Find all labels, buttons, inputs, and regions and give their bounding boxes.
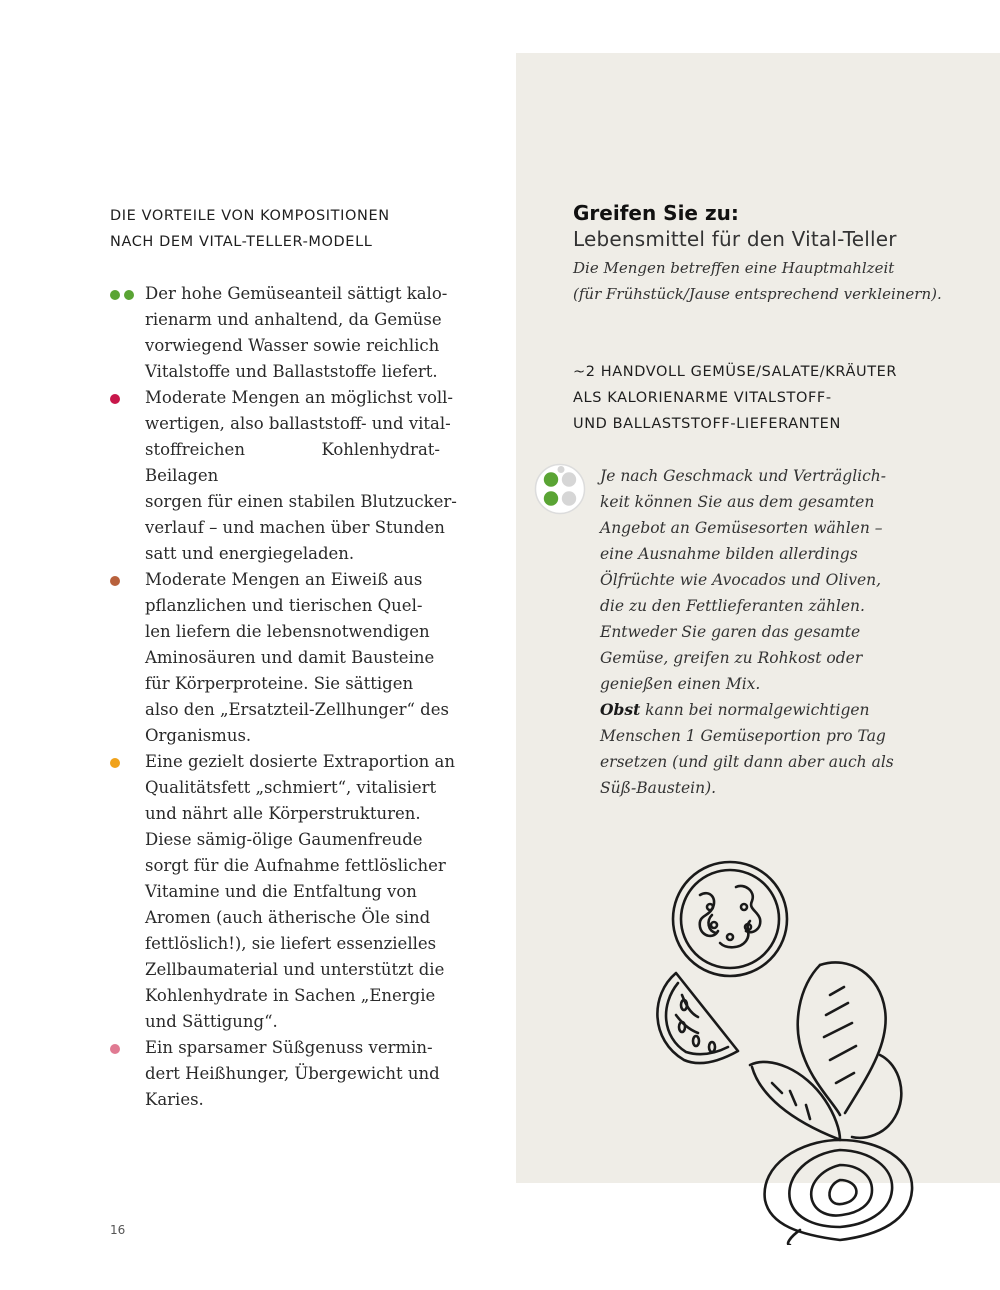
- text-line: also den „Ersatzteil-Zellhunger“ des: [145, 700, 449, 719]
- text-line: stoffreichen Kohlenhydrat-Beilagen: [145, 440, 440, 485]
- portion-heading-line: UND BALLASTSTOFF-LIEFERANTEN: [573, 416, 841, 432]
- portion-heading: [573, 359, 973, 437]
- bullet-dots: [110, 394, 120, 404]
- fruit-keyword: Obst: [600, 700, 641, 719]
- section-heading: [110, 203, 510, 255]
- text-line: Eine gezielt dosierte Extraportion an: [145, 752, 455, 771]
- text-line: Organismus.: [145, 726, 252, 745]
- text-line: pflanzlichen und tierischen Quel-: [145, 596, 423, 615]
- text-line: Entweder Sie garen das gesamte: [600, 623, 861, 641]
- text-line: für Körperproteine. Sie sättigen: [145, 674, 414, 693]
- text-line: Je nach Geschmack und Verträglich-: [600, 467, 887, 485]
- sidebar-subtitle: Lebensmittel für den Vital-Teller: [573, 227, 897, 251]
- text-line: eine Ausnahme bilden allerdings: [600, 545, 858, 563]
- text-line: und nährt alle Körperstrukturen.: [145, 804, 421, 823]
- bullet-dots: [110, 576, 120, 586]
- bullet-dots: [110, 290, 134, 300]
- page-number: 16: [110, 1223, 126, 1237]
- benefits-list: [110, 281, 457, 1113]
- text-line: Moderate Mengen an Eiweiß aus: [145, 570, 423, 589]
- green-dot-icon: [124, 290, 134, 300]
- yellow-dot-icon: [110, 758, 120, 768]
- section-heading-line: DIE VORTEILE VON KOMPOSITIONEN: [110, 208, 390, 224]
- text-line: Karies.: [145, 1090, 204, 1109]
- fruit-line-rest: kann bei normalgewichtigen: [640, 701, 870, 719]
- text-line: sorgt für die Aufnahme fettlöslicher: [145, 856, 446, 875]
- text-line: Der hohe Gemüseanteil sättigt kalo-: [145, 284, 448, 303]
- list-item: [110, 749, 455, 1035]
- sidebar-note: [573, 255, 973, 307]
- text-line: dert Heißhunger, Übergewicht und: [145, 1064, 440, 1083]
- bullet-text: [145, 385, 457, 567]
- text-line: Diese sämig-ölige Gaumenfreude: [145, 830, 423, 849]
- text-line: sorgen für einen stabilen Blutzucker-: [145, 492, 457, 511]
- portion-heading-line: ~2 HANDVOLL GEMÜSE/SALATE/KRÄUTER: [573, 364, 898, 380]
- text-line: ersetzen (und gilt dann aber auch als: [600, 753, 894, 771]
- text-line: Aminosäuren und damit Bausteine: [145, 648, 435, 667]
- text-line: Die Mengen betreffen eine Hauptmahlzeit: [573, 259, 895, 277]
- text-line: fettlöslich!), sie liefert essenzielles: [145, 934, 437, 953]
- text-line: len liefern die lebensnotwendigen: [145, 622, 430, 641]
- red-dot-icon: [110, 394, 120, 404]
- text-line: Vitalstoffe und Ballaststoffe liefert.: [145, 362, 438, 381]
- text-line: vorwiegend Wasser sowie reichlich: [145, 336, 440, 355]
- text-line: genießen einen Mix.: [600, 675, 761, 693]
- text-line: Süß-Baustein).: [600, 779, 717, 797]
- text-line: Aromen (auch ätherische Öle sind: [145, 908, 431, 927]
- list-item: [110, 1035, 440, 1113]
- text-line: Moderate Mengen an möglichst voll-: [145, 388, 454, 407]
- fruit-line: [600, 697, 980, 723]
- text-line: wertigen, also ballaststoff- und vital-: [145, 414, 451, 433]
- text-line: Ölfrüchte wie Avocados und Oliven,: [600, 571, 882, 589]
- text-line: Kohlenhydrate in Sachen „Energie: [145, 986, 436, 1005]
- list-item: [110, 281, 448, 385]
- text-line: Zellbaumaterial und unterstützt die: [145, 960, 445, 979]
- vital-plate-icon: [534, 463, 586, 515]
- vegetables-description: [600, 463, 980, 801]
- beetroot-icon: [750, 962, 912, 1245]
- sidebar-title: Greifen Sie zu:: [573, 201, 739, 225]
- text-line: Vitamine und die Entfaltung von: [145, 882, 417, 901]
- tomato-slice-icon: [673, 862, 787, 976]
- bullet-dots: [110, 758, 120, 768]
- brown-dot-icon: [110, 576, 120, 586]
- bullet-text: [145, 567, 449, 749]
- text-line: Ein sparsamer Süßgenuss vermin-: [145, 1038, 433, 1057]
- text-line: rienarm und anhaltend, da Gemüse: [145, 310, 442, 329]
- text-line: (für Frühstück/Jause entsprechend verkleinern).: [573, 285, 942, 303]
- bullet-dots: [110, 1044, 120, 1054]
- pink-dot-icon: [110, 1044, 120, 1054]
- text-line: satt und energiegeladen.: [145, 544, 355, 563]
- section-heading-line: NACH DEM VITAL-TELLER-MODELL: [110, 234, 373, 250]
- text-line: verlauf – und machen über Stunden: [145, 518, 445, 537]
- bullet-text: [145, 281, 448, 385]
- green-dot-icon: [110, 290, 120, 300]
- bullet-text: [145, 749, 455, 1035]
- text-line: Menschen 1 Gemüseportion pro Tag: [600, 727, 886, 745]
- text-line: Gemüse, greifen zu Rohkost oder: [600, 649, 863, 667]
- text-line: Angebot an Gemüsesorten wählen –: [600, 519, 883, 537]
- text-line: keit können Sie aus dem gesamten: [600, 493, 875, 511]
- vegetable-illustration: [640, 855, 940, 1245]
- portion-heading-line: ALS KALORIENARME VITALSTOFF-: [573, 390, 832, 406]
- bullet-text: [145, 1035, 440, 1113]
- list-item: [110, 567, 449, 749]
- text-line: Qualitätsfett „schmiert“, vitalisiert: [145, 778, 437, 797]
- text-line: die zu den Fettlieferanten zählen.: [600, 597, 865, 615]
- text-line: und Sättigung“.: [145, 1012, 278, 1031]
- tomato-wedge-icon: [657, 973, 738, 1063]
- list-item: [110, 385, 457, 567]
